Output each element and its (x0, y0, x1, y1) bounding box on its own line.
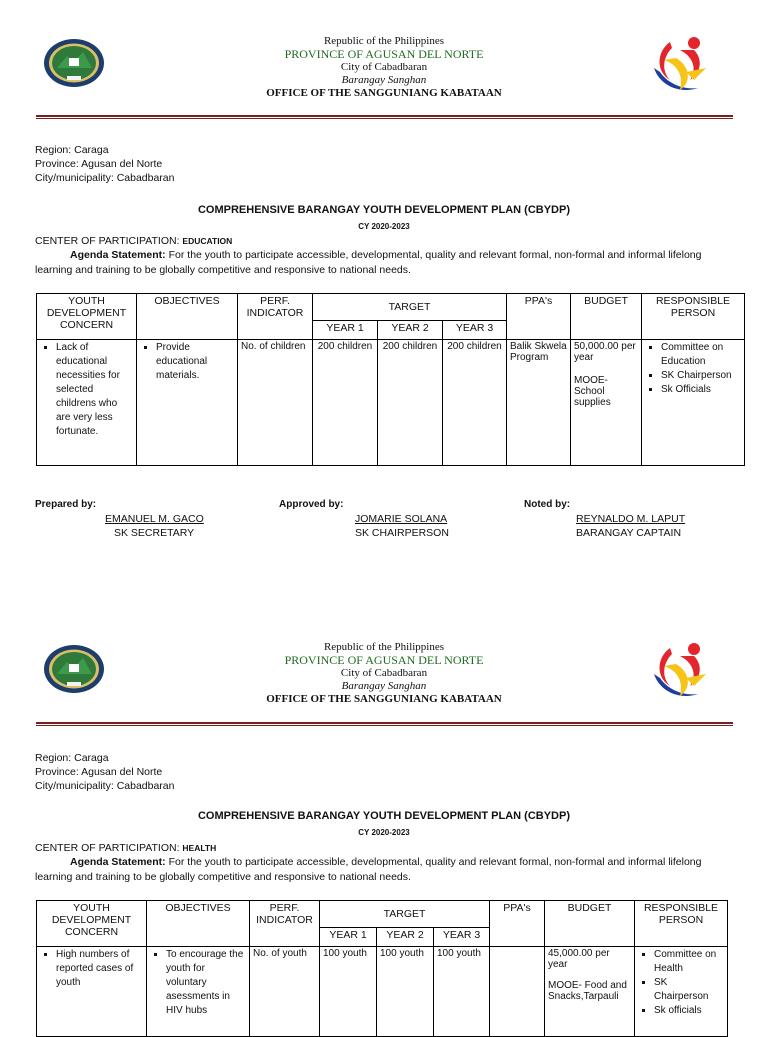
noted-by-block (524, 498, 685, 540)
objective-cell (147, 947, 250, 1037)
responsible-item: ▪ SK Chairperson (661, 369, 741, 383)
header-objectives: OBJECTIVES (137, 294, 238, 340)
indicator-cell: No. of youth (250, 947, 320, 1037)
responsible-item: ▪ Sk Officials (661, 383, 741, 397)
cop-value: HEALTH (182, 843, 217, 853)
plan-table (36, 293, 745, 466)
prepared-by-block (35, 498, 204, 540)
region-line: Region: Caraga (35, 144, 109, 156)
prepared-position: SK SECRETARY (114, 527, 195, 539)
city-line: City of Cabadbaran (340, 667, 428, 679)
office-line: OFFICE OF THE SANGGUNIANG KABATAAN (266, 693, 502, 705)
plan-year: CY 2020-2023 (358, 828, 410, 837)
republic-line: Republic of the Philippines (323, 35, 445, 47)
budget-amount: 45,000.00 per year (548, 948, 610, 970)
header-year-2: YEAR 2 (377, 928, 434, 947)
header-indicator: PERF. INDICATOR (238, 294, 313, 340)
header-year-3: YEAR 3 (443, 321, 507, 340)
document-page-2 (0, 606, 768, 1016)
approved-name: JOMARIE SOLANA (355, 513, 448, 525)
sk-logo-icon (650, 640, 712, 706)
noted-name: REYNALDO M. LAPUT (576, 513, 686, 525)
objective-cell (137, 340, 238, 466)
concern-item: ▪ High numbers of reported cases of youth (56, 948, 143, 990)
cop-label: CENTER OF PARTICIPATION: (35, 235, 180, 247)
header-target: TARGET (313, 294, 507, 321)
table-row (37, 947, 728, 1037)
letterhead (0, 606, 768, 716)
letterhead (0, 0, 768, 110)
plan-title: COMPREHENSIVE BARANGAY YOUTH DEVELOPMENT PLAN (CBYDP) (197, 204, 570, 216)
year-1-cell: 200 children (313, 340, 378, 466)
prepared-name: EMANUEL M. GACO (105, 513, 204, 525)
agenda-label: Agenda Statement: (70, 249, 166, 261)
header-concern: YOUTH DEVELOPMENT CONCERN (37, 901, 147, 947)
header-budget: BUDGET (571, 294, 642, 340)
agenda-text: For the youth to participate accessible, developmental, quality and relevant formal, non-formal and informal lifelong learning and training to be globally competitive and responsive to national needs. (35, 856, 702, 883)
prepared-label: Prepared by: (35, 499, 97, 510)
responsible-item: ▪ Committee on Health (654, 948, 724, 976)
city-line: City of Cabadbaran (340, 61, 428, 73)
approved-by-block (279, 498, 449, 540)
budget-detail: MOOE- Food and Snacks,Tarpauli (548, 980, 627, 1002)
year-2-cell: 100 youth (377, 947, 434, 1037)
header-target: TARGET (320, 901, 490, 928)
city-info-line: City/municipality: Cabadbaran (35, 780, 175, 792)
header-ppa: PPA's (490, 901, 545, 947)
region-line: Region: Caraga (35, 752, 109, 764)
location-block (35, 751, 174, 793)
republic-line: Republic of the Philippines (323, 641, 445, 653)
agenda-statement (35, 248, 735, 277)
header-responsible: RESPONSIBLE PERSON (642, 294, 745, 340)
header-year-1: YEAR 1 (313, 321, 378, 340)
responsible-cell (635, 947, 728, 1037)
budget-detail: MOOE- School supplies (574, 375, 611, 408)
center-of-participation (35, 235, 232, 247)
responsible-item: ▪ Committee on Education (661, 341, 741, 369)
agenda-text: For the youth to participate accessible, developmental, quality and relevant formal, non-formal and informal lifelong learning and training to be globally competitive and responsive to national needs. (35, 249, 702, 276)
office-line: OFFICE OF THE SANGGUNIANG KABATAAN (266, 87, 502, 99)
header-rule (36, 115, 733, 119)
year-3-cell: 100 youth (434, 947, 490, 1037)
municipal-seal-icon (43, 38, 105, 88)
ppa-cell (490, 947, 545, 1037)
year-1-cell: 100 youth (320, 947, 377, 1037)
agenda-statement (35, 855, 735, 884)
letterhead-text (184, 35, 584, 100)
budget-cell (545, 947, 635, 1037)
sk-logo-icon (650, 34, 712, 100)
city-info-line: City/municipality: Cabadbaran (35, 172, 175, 184)
concern-item: ▪ Lack of educational necessities for selected childrens who are very less fortunate. (56, 341, 133, 439)
objective-item: ▪ Provide educational materials. (156, 341, 234, 383)
concern-cell (37, 340, 137, 466)
cop-value: EDUCATION (182, 236, 233, 246)
noted-position: BARANGAY CAPTAIN (576, 527, 682, 539)
ppa-cell: Balik Skwela Program (507, 340, 571, 466)
plan-title: COMPREHENSIVE BARANGAY YOUTH DEVELOPMENT PLAN (CBYDP) (197, 810, 570, 822)
objective-item: ▪ To encourage the youth for voluntary asessments in HIV hubs (166, 948, 246, 1018)
plan-table (36, 900, 728, 1037)
header-year-3: YEAR 3 (434, 928, 490, 947)
header-objectives: OBJECTIVES (147, 901, 250, 947)
header-concern: YOUTH DEVELOPMENT CONCERN (37, 294, 137, 340)
barangay-line: Barangay Sanghan (341, 680, 427, 692)
barangay-line: Barangay Sanghan (341, 74, 427, 86)
header-responsible: RESPONSIBLE PERSON (635, 901, 728, 947)
noted-label: Noted by: (524, 499, 571, 510)
province-info-line: Province: Agusan del Norte (35, 766, 163, 778)
approved-label: Approved by: (279, 499, 344, 510)
approved-position: SK CHAIRPERSON (355, 527, 449, 539)
responsible-item: ▪ Sk officials (654, 1004, 724, 1018)
header-year-1: YEAR 1 (320, 928, 377, 947)
year-3-cell: 200 children (443, 340, 507, 466)
header-rule (36, 722, 733, 726)
table-row (37, 340, 745, 466)
header-year-2: YEAR 2 (378, 321, 443, 340)
year-2-cell: 200 children (378, 340, 443, 466)
responsible-item: ▪ SK Chairperson (654, 976, 724, 1004)
indicator-cell: No. of children (238, 340, 313, 466)
letterhead-text (184, 641, 584, 706)
budget-amount: 50,000.00 per year (574, 341, 636, 363)
header-ppa: PPA's (507, 294, 571, 340)
province-line: PROVINCE OF AGUSAN DEL NORTE (284, 47, 484, 61)
agenda-label: Agenda Statement: (70, 856, 166, 868)
budget-cell (571, 340, 642, 466)
location-block (35, 143, 174, 185)
header-indicator: PERF. INDICATOR (250, 901, 320, 947)
responsible-cell (642, 340, 745, 466)
cop-label: CENTER OF PARTICIPATION: (35, 842, 180, 854)
concern-cell (37, 947, 147, 1037)
province-line: PROVINCE OF AGUSAN DEL NORTE (284, 653, 484, 667)
center-of-participation (35, 842, 216, 854)
municipal-seal-icon (43, 644, 105, 694)
plan-year: CY 2020-2023 (358, 222, 410, 231)
province-info-line: Province: Agusan del Norte (35, 158, 163, 170)
header-budget: BUDGET (545, 901, 635, 947)
